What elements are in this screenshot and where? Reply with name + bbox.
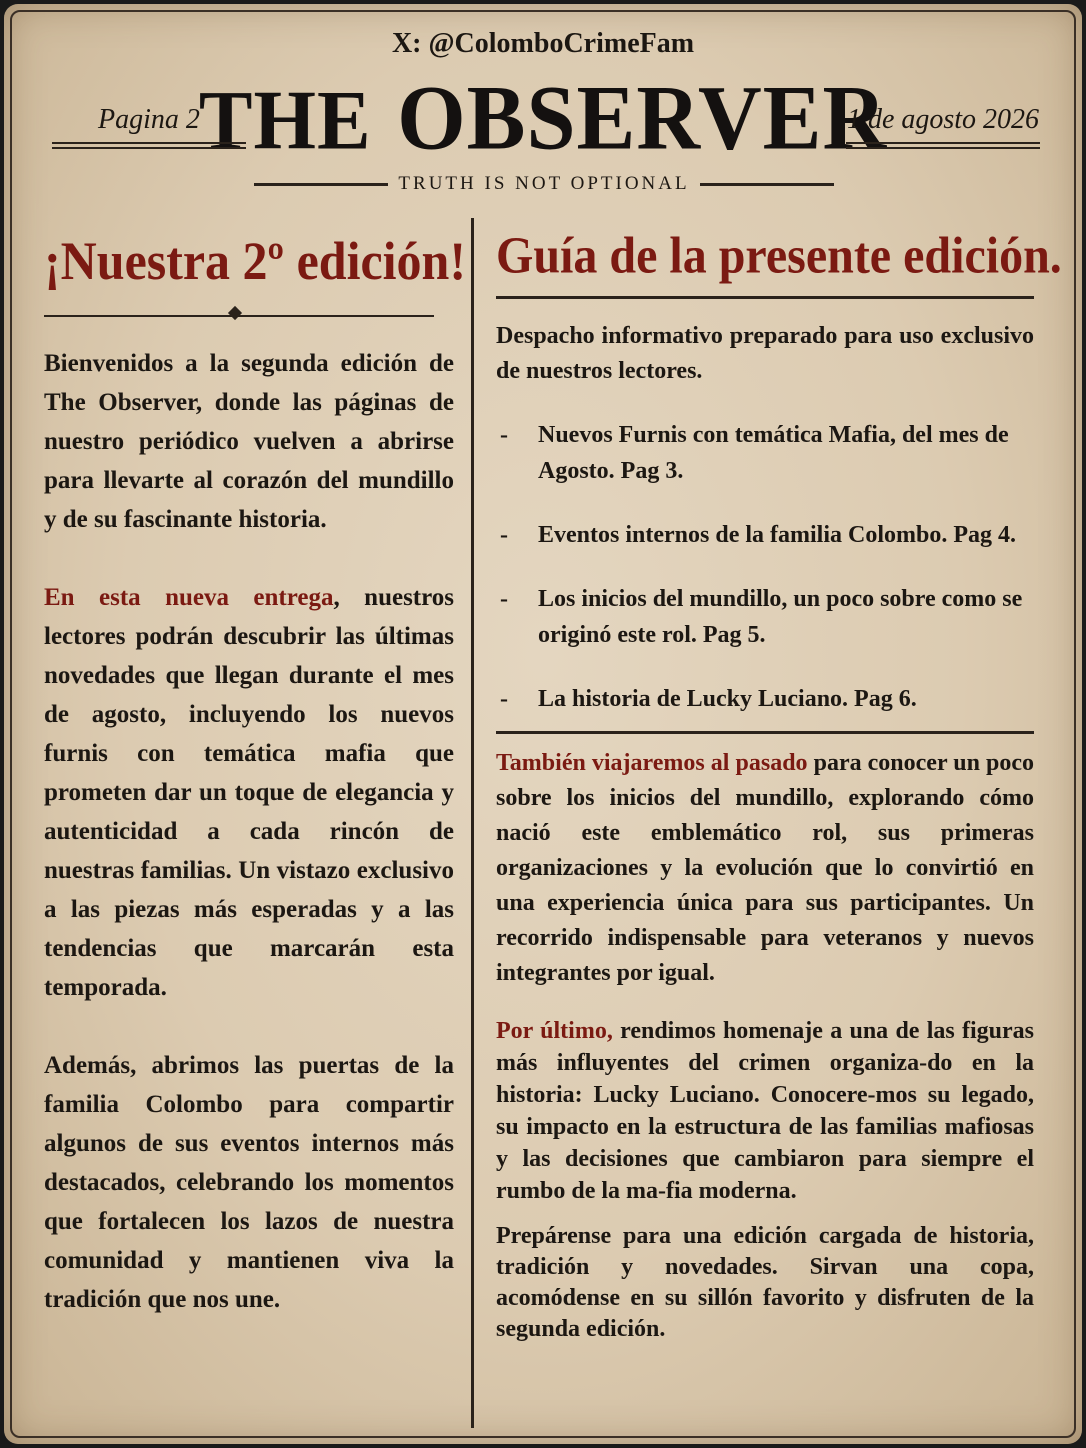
luciano-text: rendimos homenaje a una de las figuras más influyentes del crimen organiza-do en la historia: Lucky Luciano. Conocere-mos su legado, su impacto en la estructura de las familias mafiosas y las decisiones que cambiaron para siempre el rumbo de la ma-fia moderna. bbox=[496, 1018, 1034, 1204]
guide-rule-bottom bbox=[496, 731, 1034, 734]
luciano-paragraph bbox=[496, 1015, 1034, 1207]
new-delivery-paragraph bbox=[44, 578, 454, 1007]
motto-bar bbox=[254, 172, 834, 196]
guide-item: - Los inicios del mundillo, un poco sobre como se originó este rol. Pag 5. bbox=[500, 586, 1023, 648]
past-text: para conocer un poco sobre los inicios del mundillo, explorando cómo nació este emblemático rol, sus primeras organizaciones y la evolución que lo convirtió en una experiencia única para sus participantes. Un recorrido indispensable para veteranos y nuevos integrantes por igual. bbox=[496, 750, 1034, 986]
guide-rule-top bbox=[496, 296, 1034, 299]
headline-ornament bbox=[44, 306, 454, 326]
new-delivery-highlight: En esta nueva entrega bbox=[44, 584, 334, 611]
luciano-highlight: Por último, bbox=[496, 1018, 613, 1044]
new-delivery-text: , nuestros lectores podrán descubrir las últimas novedades que llegan durante el mes de agosto, incluyendo los nuevos furnis con temática mafia que prometen dar un toque de elegancia y autenticidad a cada rincón de nuestras familias. Un vistazo exclusivo a las piezas más esperadas y a las tendencias que marcarán esta temporada. bbox=[44, 584, 454, 1001]
motto-rule-left bbox=[254, 183, 388, 186]
masthead-observer: OBSERVER bbox=[397, 66, 888, 170]
guide-item: - Nuevos Furnis con temática Mafia, del mes de Agosto. Pag 3. bbox=[500, 422, 1009, 484]
date-box bbox=[846, 104, 1040, 149]
left-headline: ¡Nuestra 2º edición! bbox=[44, 230, 466, 291]
right-column bbox=[496, 224, 1062, 1345]
welcome-paragraph: Bienvenidos a la segunda edición de The Observer, donde las páginas de nuestro periódico vuelven a abrirse para llevarte al corazón del mundillo y de su fascinante historia. bbox=[44, 350, 454, 533]
guide-intro: Despacho informativo preparado para uso exclusivo de nuestros lectores. bbox=[496, 323, 1034, 384]
social-handle: X: @ColomboCrimeFam bbox=[391, 28, 695, 59]
left-column bbox=[44, 224, 466, 1319]
column-divider bbox=[471, 218, 474, 1428]
page-number-box bbox=[52, 104, 246, 149]
colombo-events-paragraph: Además, abrimos las puertas de la familia Colombo para compartir algunos de sus eventos internos más destacados, celebrando los momentos que fortalecen los lazos de nuestra comunidad y mantienen viva la tradición que nos une. bbox=[44, 1052, 454, 1313]
diamond-icon bbox=[228, 306, 242, 320]
past-paragraph bbox=[496, 746, 1034, 991]
guide-item: - Eventos internos de la familia Colombo. Pag 4. bbox=[500, 522, 1016, 548]
closing-paragraph: Prepárense para una edición cargada de historia, tradición y novedades. Sirvan una copa, acomódense en su sillón favorito y disfruten de la segunda edición. bbox=[496, 1223, 1034, 1342]
newspaper-page bbox=[4, 4, 1082, 1444]
motto-rule-right bbox=[700, 183, 834, 186]
guide-item: - La historia de Lucky Luciano. Pag 6. bbox=[500, 686, 917, 712]
guide-list bbox=[496, 417, 1034, 717]
masthead-the: THE bbox=[198, 73, 372, 168]
date-rule bbox=[846, 142, 1040, 149]
page-number-rule bbox=[52, 142, 246, 149]
issue-date: 1 de agosto 2026 bbox=[846, 104, 1040, 135]
page-number: Pagina 2 bbox=[98, 104, 200, 135]
guide-headline: Guía de la presente edición. bbox=[496, 227, 1062, 285]
past-highlight: También viajaremos al pasado bbox=[496, 750, 808, 776]
motto: TRUTH IS NOT OPTIONAL bbox=[398, 173, 690, 194]
